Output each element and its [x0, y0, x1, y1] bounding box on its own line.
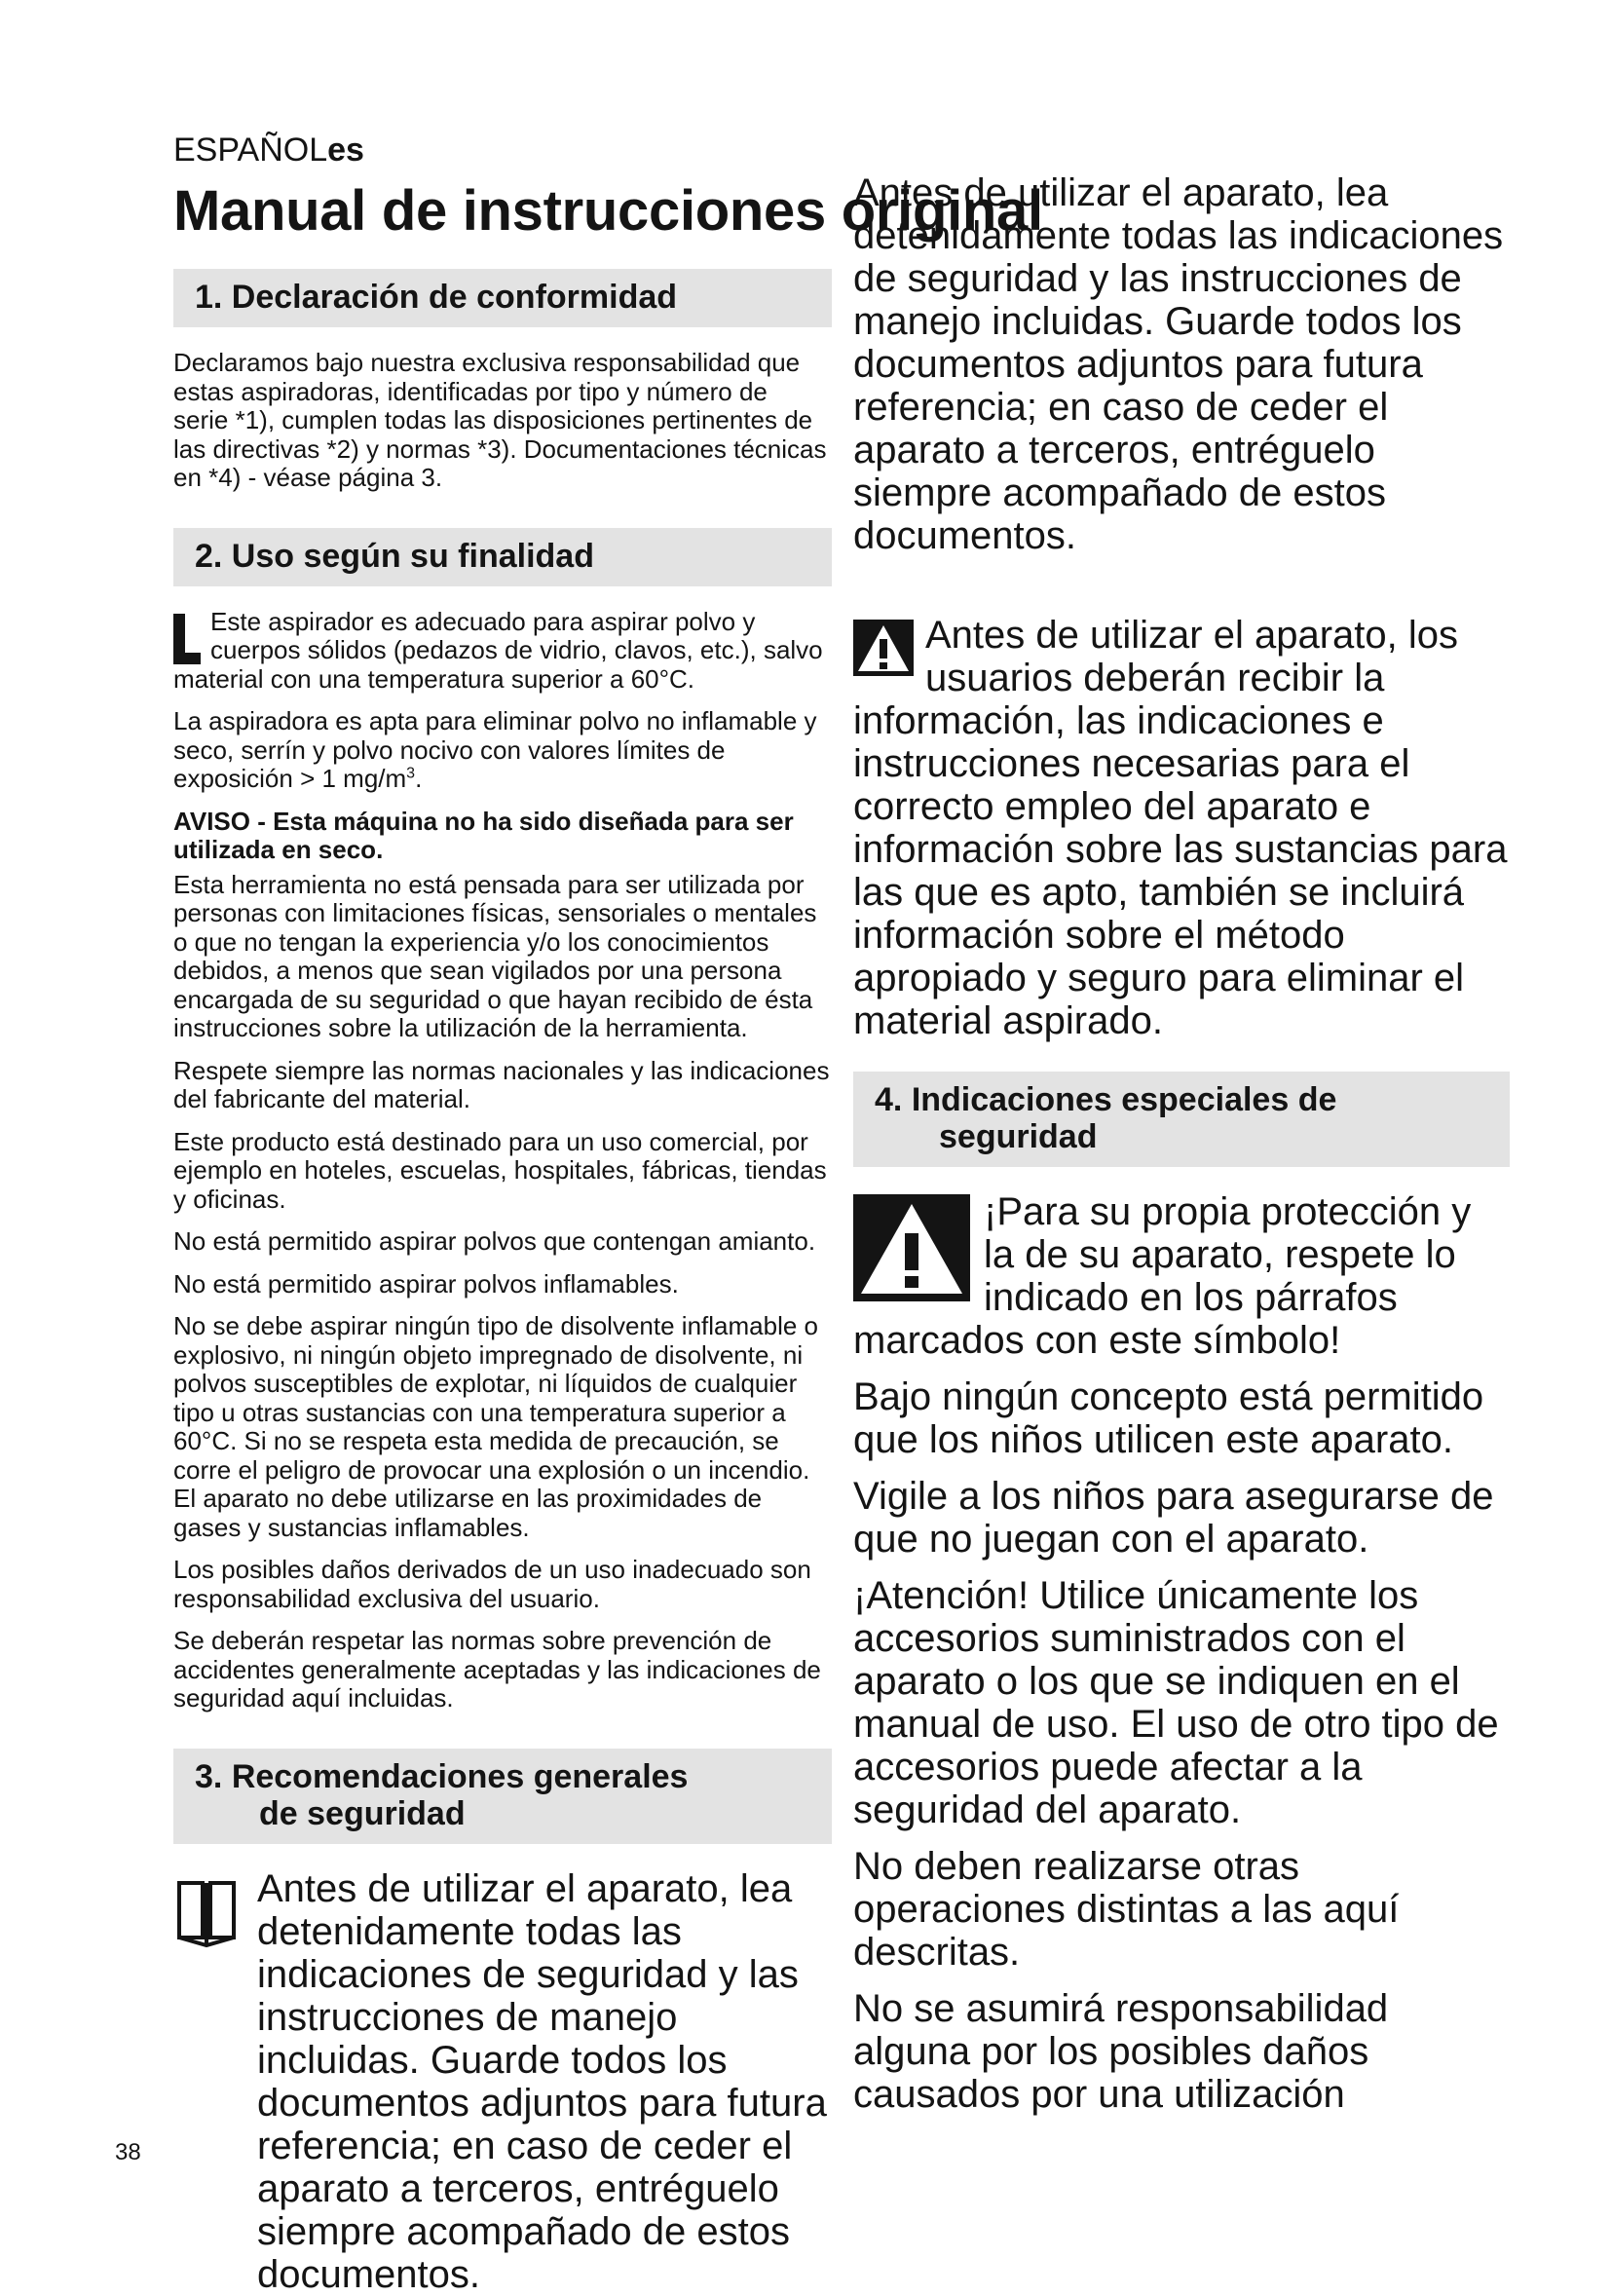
- section-2-body: [173, 608, 834, 1713]
- declaration-text: Declaramos bajo nuestra exclusiva responsabilidad que estas aspiradoras, identificadas por tipo y número de serie *1), cumplen todas las disposiciones pertinentes de las directivas *2) y normas *3). Documentaciones técnicas en *4) - véase página 3.: [173, 348, 827, 492]
- section-4-heading-line2: seguridad: [939, 1118, 1098, 1155]
- protection-text: ¡Para su propia protección y la de su aparato, respete lo indicado en los párrafos marcados con este símbolo!: [853, 1190, 1472, 1362]
- section-4-heading-line1: Indicaciones especiales de: [911, 1081, 1337, 1118]
- section-2-heading: [173, 528, 832, 586]
- section-1-heading: [173, 269, 832, 327]
- national-rules-text: Respete siempre las normas nacionales y las indicaciones del fabricante del material.: [173, 1055, 830, 1113]
- children-use-text: Bajo ningún concepto está permitido que los niños utilicen este aparato.: [853, 1375, 1484, 1461]
- limitations-text: Esta herramienta no está pensada para ser utilizada por personas con limitaciones físicas, sensoriales o mentales o que no tengan la experiencia y/o los conocimientos debidos, a menos que sean vigilados por una persona encargada de su seguridad o que hayan recibido de ésta instrucciones sobre la utilización de la herramienta.: [173, 869, 817, 1042]
- warning-triangle-icon: [853, 620, 914, 676]
- read-instructions-text-cont: Antes de utilizar el aparato, lea detenidamente todas las indicaciones de seguridad y las instrucciones de manejo incluidas. Guarde todos los documentos adjuntos para futura referencia; en caso de ceder el aparato a terceros, entréguelo siempre acompañado de estos documentos.: [853, 171, 1504, 557]
- protection-block: [853, 1190, 1508, 1362]
- section-4-number: 4.: [875, 1081, 903, 1118]
- exposure-text: [173, 707, 834, 794]
- warning-notice: AVISO - Esta máquina no ha sido diseñada para ser utilizada en seco.: [173, 806, 794, 864]
- dust-class-l-block: [173, 608, 834, 695]
- section-3-intro: [173, 1862, 830, 2296]
- section-3-heading: [173, 1749, 832, 1844]
- accident-prevention-text: Se deberán respetar las normas sobre prevención de accidentes generalmente aceptadas y las indicaciones de seguridad aquí incluidas.: [173, 1626, 821, 1713]
- users-information-text: Antes de utilizar el aparato, los usuarios deberán recibir la información, las indicaciones e instrucciones necesarias para el correcto empleo del aparato e información sobre las sustancias para las que es apto, también se incluirá información sobre el método apropiado y seguro para eliminar el material aspirado.: [853, 614, 1508, 1042]
- right-column: [853, 171, 1508, 2116]
- accessories-text: ¡Atención! Utilice únicamente los accesorios suministrados con el aparato o los que se indiquen en el manual de uso. El uso de otro tipo de accesorios puede afectar a la seguridad del aparato.: [853, 1574, 1499, 1831]
- left-column: [173, 269, 830, 2296]
- users-information-block: [853, 614, 1508, 1042]
- section-3-number: 3.: [195, 1757, 223, 1795]
- section-3-heading-line1: Recomendaciones generales: [231, 1757, 689, 1795]
- section-4-body: [853, 1190, 1508, 2116]
- page-number: 38: [115, 2139, 141, 2165]
- children-supervision-text: Vigile a los niños para asegurarse de que no juegan con el aparato.: [853, 1475, 1494, 1561]
- read-instructions-continuation: [853, 171, 1508, 600]
- language-label: [173, 131, 364, 169]
- exposure-text-end: .: [415, 764, 423, 793]
- dust-class-l-icon: [173, 614, 201, 664]
- section-4-heading: [853, 1072, 1510, 1167]
- solvents-text: No se debe aspirar ningún tipo de disolvente inflamable o explosivo, ni ningún objeto impregnado de disolvente, ni polvos susceptibles de explotar, ni líquidos de cualquier tipo u otras sustancias con una temperatura superior a 60°C. Si no se respeta esta medida de precaución, se corre el peligro de provocar una explosión o un incendio. El aparato no debe utilizarse en las proximidades de gases y sustancias inflamables.: [173, 1311, 818, 1542]
- section-3-heading-line2: de seguridad: [259, 1794, 466, 1832]
- read-instructions-text-start: Antes de utilizar el aparato, lea detenidamente todas las indicaciones de seguridad y las instrucciones de manejo incluidas. Guarde todos los documentos adjuntos para futura referencia; en caso de ceder el aparato a terceros, entréguelo siempre acompañado de estos documentos.: [257, 1866, 827, 2296]
- section-2-heading-text: 2. Uso según su finalidad: [195, 537, 594, 575]
- flammable-dust-text: No está permitido aspirar polvos inflamables.: [173, 1268, 679, 1299]
- section-1-body: [173, 349, 828, 493]
- liability-text: No se asumirá responsabilidad alguna por los posibles daños causados por una utilización: [853, 1987, 1389, 2116]
- manual-book-icon: [175, 1879, 238, 1949]
- language-code: es: [327, 132, 364, 169]
- commercial-use-text: Este producto está destinado para un uso comercial, por ejemplo en hoteles, escuelas, hospitales, fábricas, tiendas y oficinas.: [173, 1126, 827, 1214]
- other-operations-text: No deben realizarse otras operaciones distintas a las aquí descritas.: [853, 1845, 1400, 1974]
- damages-text: Los posibles daños derivados de un uso inadecuado son responsabilidad exclusiva del usuario.: [173, 1555, 811, 1613]
- exposure-superscript: 3: [406, 765, 416, 782]
- asbestos-text: No está permitido aspirar polvos que contengan amianto.: [173, 1226, 816, 1256]
- page-title: Manual de instrucciones original: [173, 179, 1043, 243]
- exposure-text-main: La aspiradora es apta para eliminar polvo no inflamable y seco, serrín y polvo nocivo con valores límites de exposición > 1 mg/m: [173, 706, 817, 793]
- section-1-heading-text: 1. Declaración de conformidad: [195, 279, 678, 316]
- large-warning-triangle-icon: [853, 1194, 970, 1301]
- language-name: ESPAÑOL: [173, 132, 328, 169]
- intended-use-text: Este aspirador es adecuado para aspirar polvo y cuerpos sólidos (pedazos de vidrio, clavos, etc.), salvo material con una temperatura superior a 60°C.: [173, 606, 823, 694]
